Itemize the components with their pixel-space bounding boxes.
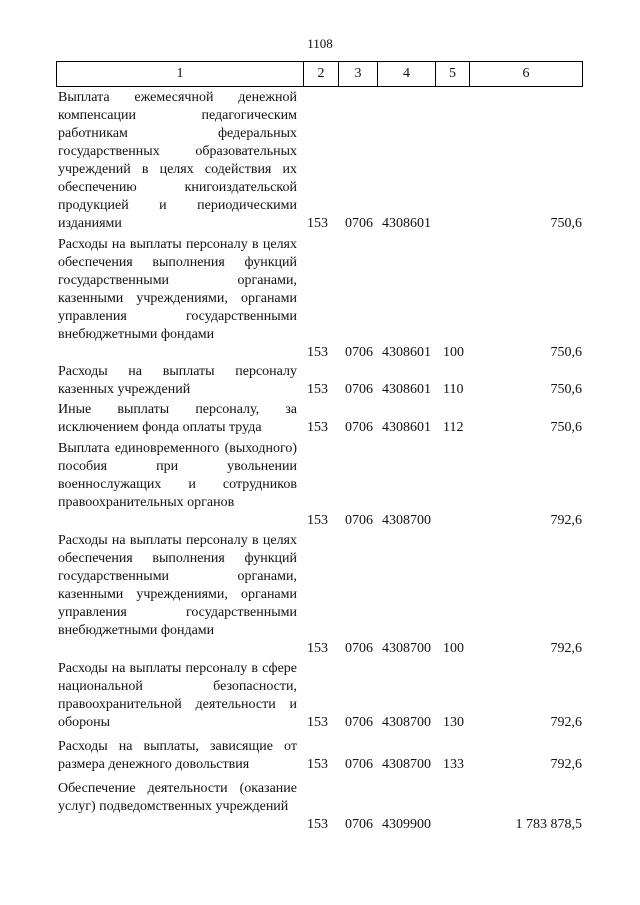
row-sum: 750,6 — [550, 345, 582, 360]
row-rz: 0706 — [345, 420, 373, 435]
row-ved: 153 — [307, 216, 328, 231]
row-ved: 153 — [307, 757, 328, 772]
row-ved: 153 — [307, 817, 328, 832]
row-name: Иные выплаты персоналу, за исключением фонда оплаты труда — [58, 402, 297, 435]
row-name: Расходы на выплаты персоналу казенных учреждений — [58, 364, 297, 397]
row-sum: 750,6 — [550, 382, 582, 397]
row-vr: 110 — [443, 382, 464, 397]
row-ved: 153 — [307, 382, 328, 397]
header-col-4: 4 — [378, 62, 436, 86]
row-cs: 4308700 — [382, 715, 431, 730]
row-cs: 4308700 — [382, 641, 431, 656]
row-cs: 4308700 — [382, 513, 431, 528]
row-vr: 100 — [443, 641, 464, 656]
row-rz: 0706 — [345, 513, 373, 528]
row-sum: 750,6 — [550, 420, 582, 435]
row-cs: 4308601 — [382, 420, 431, 435]
header-col-6: 6 — [522, 66, 530, 81]
header-col-2: 2 — [304, 62, 339, 86]
row-ved: 153 — [307, 641, 328, 656]
row-vr: 112 — [443, 420, 464, 435]
row-name: Выплата единовременного (выходного) пособия при увольнении военнослужащих и сотрудников правоохранительных органов — [58, 441, 297, 510]
row-ved: 153 — [307, 345, 328, 360]
row-rz: 0706 — [345, 757, 373, 772]
row-sum: 792,6 — [550, 513, 582, 528]
header-col-5: 5 — [436, 62, 470, 86]
row-name: Расходы на выплаты персоналу в целях обеспечения выполнения функций государственными органами, казенными учреждениями, органами управления государственными внебюджетными фондами — [58, 533, 297, 638]
row-rz: 0706 — [345, 382, 373, 397]
row-vr: 133 — [443, 757, 464, 772]
row-vr: 130 — [443, 715, 464, 730]
row-rz: 0706 — [345, 817, 373, 832]
table-header — [56, 61, 583, 87]
row-rz: 0706 — [345, 641, 373, 656]
row-name: Обеспечение деятельности (оказание услуг) подведомственных учреждений — [58, 781, 297, 814]
row-cs: 4309900 — [382, 817, 431, 832]
row-cs: 4308601 — [382, 345, 431, 360]
row-ved: 153 — [307, 715, 328, 730]
header-col-1: 1 — [57, 62, 304, 86]
header-col-3: 3 — [339, 62, 378, 86]
page-number: 1108 — [307, 36, 333, 51]
row-sum: 792,6 — [550, 715, 582, 730]
row-sum: 792,6 — [550, 757, 582, 772]
row-cs: 4308601 — [382, 382, 431, 397]
row-rz: 0706 — [345, 216, 373, 231]
row-sum: 792,6 — [550, 641, 582, 656]
row-rz: 0706 — [345, 345, 373, 360]
row-sum: 1 783 878,5 — [515, 817, 582, 832]
row-vr: 100 — [443, 345, 464, 360]
row-name: Расходы на выплаты персоналу в целях обеспечения выполнения функций государственными органами, казенными учреждениями, органами управления государственными внебюджетными фондами — [58, 237, 297, 342]
row-ved: 153 — [307, 513, 328, 528]
row-name: Выплата ежемесячной денежной компенсации педагогическим работникам федеральных государственных образовательных учреждений в целях содействия их обеспечению книгоиздательской продукцией и периодическими изданиями — [58, 90, 297, 231]
row-name: Расходы на выплаты, зависящие от размера денежного довольствия — [58, 739, 297, 772]
row-sum: 750,6 — [550, 216, 582, 231]
row-name: Расходы на выплаты персоналу в сфере национальной безопасности, правоохранительной деятельности и обороны — [58, 661, 297, 730]
row-rz: 0706 — [345, 715, 373, 730]
row-cs: 4308700 — [382, 757, 431, 772]
row-cs: 4308601 — [382, 216, 431, 231]
row-ved: 153 — [307, 420, 328, 435]
